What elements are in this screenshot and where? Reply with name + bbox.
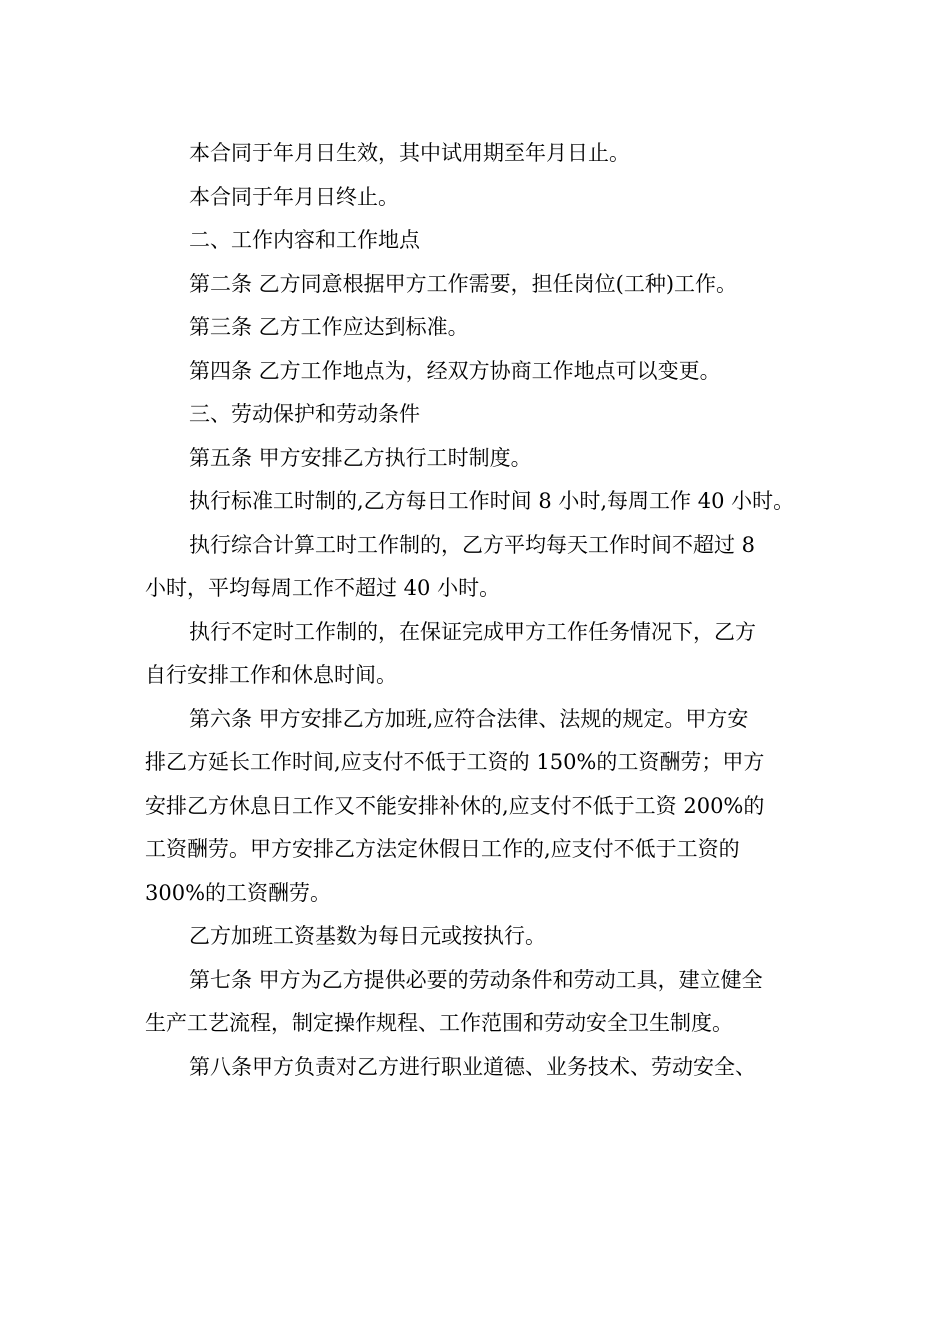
text-line: 第五条 甲方安排乙方执行工时制度。: [189, 445, 532, 470]
paragraph: [145, 959, 813, 1046]
text-line: 工资酬劳。甲方安排乙方法定休假日工作的,应支付不低于工资的: [145, 837, 740, 861]
text-line: 第四条 乙方工作地点为，经双方协商工作地点可以变更。: [189, 358, 721, 383]
paragraph: [145, 524, 813, 611]
text-line: 自行安排工作和休息时间。: [145, 663, 397, 687]
text-line: 第八条甲方负责对乙方进行职业道德、业务技术、劳动安全、: [189, 1054, 756, 1079]
paragraph: [145, 350, 813, 394]
text-line: 本合同于年月日终止。: [189, 184, 399, 209]
text-line: 第二条 乙方同意根据甲方工作需要，担任岗位(工种)工作。: [189, 271, 738, 296]
text-line: 本合同于年月日生效，其中试用期至年月日止。: [189, 141, 630, 165]
paragraph: [145, 437, 813, 481]
paragraph: [145, 480, 813, 524]
text-line: 三、劳动保护和劳动条件: [189, 402, 420, 426]
paragraph: [145, 176, 813, 220]
paragraph: [145, 698, 813, 916]
text-line: 二、工作内容和工作地点: [189, 228, 420, 252]
text-line: 第七条 甲方为乙方提供必要的劳动条件和劳动工具，建立健全: [189, 967, 763, 992]
text-line: 小时，平均每周工作不超过 40 小时。: [145, 576, 501, 600]
text-line: 300%的工资酬劳。: [145, 880, 332, 905]
text-line: 乙方加班工资基数为每日元或按执行。: [189, 924, 546, 948]
paragraph: [145, 611, 813, 698]
paragraph: [145, 915, 813, 959]
paragraph: [145, 1046, 813, 1090]
paragraph: [145, 393, 813, 437]
paragraph: [145, 306, 813, 350]
document-body: [145, 132, 813, 1089]
text-line: 执行综合计算工时工作制的，乙方平均每天工作时间不超过 8: [189, 532, 756, 557]
text-line: 执行标准工时制的,乙方每日工作时间 8 小时,每周工作 40 小时。: [189, 489, 795, 513]
paragraph: [145, 263, 813, 307]
text-line: 执行不定时工作制的，在保证完成甲方工作任务情况下，乙方: [189, 619, 756, 644]
text-line: 排乙方延长工作时间,应支付不低于工资的 150%的工资酬劳；甲方: [145, 750, 765, 774]
paragraph: [145, 132, 813, 176]
paragraph: [145, 219, 813, 263]
text-line: 生产工艺流程，制定操作规程、工作范围和劳动安全卫生制度。: [145, 1011, 733, 1035]
text-line: 第三条 乙方工作应达到标准。: [189, 315, 469, 339]
text-line: 安排乙方休息日工作又不能安排补休的,应支付不低于工资 200%的: [145, 793, 765, 818]
text-line: 第六条 甲方安排乙方加班,应符合法律、法规的规定。甲方安: [189, 706, 749, 731]
